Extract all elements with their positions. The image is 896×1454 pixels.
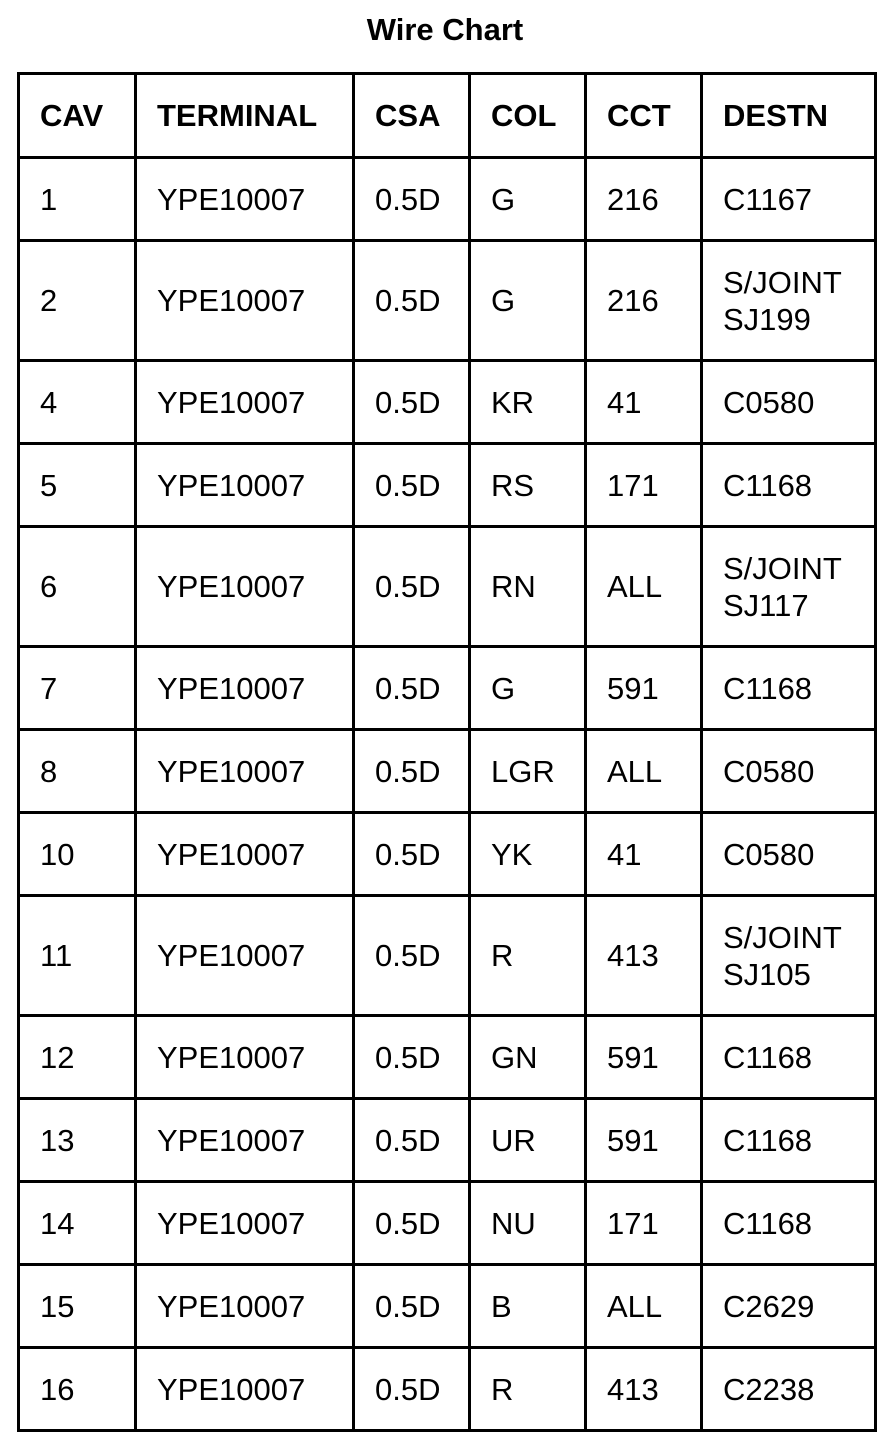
cell-destn	[702, 1348, 876, 1431]
cell-col: R	[470, 896, 586, 1016]
cell-cct: 41	[586, 813, 702, 896]
cell-destn	[702, 241, 876, 361]
cell-terminal: YPE10007	[136, 241, 354, 361]
cell-cct: 216	[586, 158, 702, 241]
cell-col: B	[470, 1265, 586, 1348]
cell-terminal: YPE10007	[136, 1182, 354, 1265]
table-row	[19, 1265, 876, 1348]
cell-csa: 0.5D	[354, 1016, 470, 1099]
table-row	[19, 647, 876, 730]
column-header-cct: CCT	[586, 74, 702, 158]
cell-cct: 216	[586, 241, 702, 361]
cell-cav: 2	[19, 241, 136, 361]
table-row	[19, 158, 876, 241]
destn-line: C1168	[723, 467, 813, 503]
cell-csa: 0.5D	[354, 361, 470, 444]
cell-col: G	[470, 158, 586, 241]
destn-line: C1168	[723, 1122, 813, 1158]
cell-csa: 0.5D	[354, 896, 470, 1016]
cell-cct: 591	[586, 647, 702, 730]
cell-terminal: YPE10007	[136, 527, 354, 647]
column-header-destn: DESTN	[702, 74, 876, 158]
destn-line: C2238	[723, 1371, 815, 1407]
destn-line: S/JOINT	[723, 264, 842, 300]
cell-cav: 12	[19, 1016, 136, 1099]
table-row	[19, 813, 876, 896]
cell-terminal: YPE10007	[136, 1016, 354, 1099]
cell-terminal: YPE10007	[136, 1265, 354, 1348]
destn-line: C0580	[723, 753, 815, 789]
wire-chart-table	[17, 72, 877, 1432]
cell-cct: 591	[586, 1016, 702, 1099]
destn-line: C1167	[723, 181, 813, 217]
cell-cct: ALL	[586, 730, 702, 813]
cell-col: LGR	[470, 730, 586, 813]
cell-terminal: YPE10007	[136, 730, 354, 813]
cell-csa: 0.5D	[354, 730, 470, 813]
cell-terminal: YPE10007	[136, 444, 354, 527]
cell-cct: 171	[586, 444, 702, 527]
cell-destn	[702, 1182, 876, 1265]
page-title: Wire Chart	[366, 12, 524, 47]
destn-line: C0580	[723, 836, 815, 872]
cell-col: G	[470, 647, 586, 730]
cell-cct: 413	[586, 896, 702, 1016]
cell-destn	[702, 1265, 876, 1348]
cell-csa: 0.5D	[354, 241, 470, 361]
cell-csa: 0.5D	[354, 1348, 470, 1431]
cell-terminal: YPE10007	[136, 1099, 354, 1182]
table-row	[19, 527, 876, 647]
cell-destn	[702, 527, 876, 647]
cell-col: G	[470, 241, 586, 361]
cell-col: NU	[470, 1182, 586, 1265]
column-header-cav: CAV	[19, 74, 136, 158]
cell-destn	[702, 1016, 876, 1099]
cell-cav: 10	[19, 813, 136, 896]
destn-line: C0580	[723, 384, 815, 420]
cell-cav: 15	[19, 1265, 136, 1348]
cell-cct: 171	[586, 1182, 702, 1265]
cell-destn	[702, 730, 876, 813]
column-header-csa: CSA	[354, 74, 470, 158]
table-row	[19, 1016, 876, 1099]
table-row	[19, 361, 876, 444]
cell-terminal: YPE10007	[136, 896, 354, 1016]
cell-destn	[702, 647, 876, 730]
cell-col: RS	[470, 444, 586, 527]
cell-cav: 13	[19, 1099, 136, 1182]
table-row	[19, 730, 876, 813]
cell-csa: 0.5D	[354, 647, 470, 730]
cell-col: UR	[470, 1099, 586, 1182]
cell-destn	[702, 896, 876, 1016]
cell-cav: 14	[19, 1182, 136, 1265]
cell-terminal: YPE10007	[136, 813, 354, 896]
cell-cct: ALL	[586, 527, 702, 647]
cell-destn	[702, 1099, 876, 1182]
cell-csa: 0.5D	[354, 1265, 470, 1348]
cell-terminal: YPE10007	[136, 158, 354, 241]
cell-cct: 591	[586, 1099, 702, 1182]
cell-col: RN	[470, 527, 586, 647]
cell-destn	[702, 158, 876, 241]
cell-csa: 0.5D	[354, 1099, 470, 1182]
table-row	[19, 241, 876, 361]
destn-line: C2629	[723, 1288, 815, 1324]
destn-line: C1168	[723, 1039, 813, 1075]
destn-line: SJ105	[723, 956, 811, 992]
table-header-row	[19, 74, 876, 158]
cell-col: R	[470, 1348, 586, 1431]
cell-cav: 6	[19, 527, 136, 647]
cell-csa: 0.5D	[354, 813, 470, 896]
cell-destn	[702, 361, 876, 444]
column-header-col: COL	[470, 74, 586, 158]
cell-cav: 4	[19, 361, 136, 444]
destn-line: C1168	[723, 1205, 813, 1241]
cell-cav: 1	[19, 158, 136, 241]
cell-destn	[702, 444, 876, 527]
table-row	[19, 444, 876, 527]
table-row	[19, 896, 876, 1016]
cell-csa: 0.5D	[354, 1182, 470, 1265]
cell-col: YK	[470, 813, 586, 896]
cell-destn	[702, 813, 876, 896]
destn-line: C1168	[723, 670, 813, 706]
cell-cav: 5	[19, 444, 136, 527]
cell-terminal: YPE10007	[136, 1348, 354, 1431]
cell-terminal: YPE10007	[136, 647, 354, 730]
cell-cav: 8	[19, 730, 136, 813]
cell-cct: 413	[586, 1348, 702, 1431]
cell-cct: 41	[586, 361, 702, 444]
table-row	[19, 1348, 876, 1431]
cell-csa: 0.5D	[354, 527, 470, 647]
table-body	[19, 158, 876, 1431]
cell-cct: ALL	[586, 1265, 702, 1348]
table-row	[19, 1099, 876, 1182]
cell-col: GN	[470, 1016, 586, 1099]
cell-terminal: YPE10007	[136, 361, 354, 444]
destn-line: S/JOINT	[723, 919, 842, 955]
destn-line: SJ199	[723, 301, 811, 337]
destn-line: SJ117	[723, 587, 809, 623]
destn-line: S/JOINT	[723, 550, 842, 586]
cell-csa: 0.5D	[354, 158, 470, 241]
cell-cav: 11	[19, 896, 136, 1016]
cell-csa: 0.5D	[354, 444, 470, 527]
table-row	[19, 1182, 876, 1265]
cell-col: KR	[470, 361, 586, 444]
column-header-terminal: TERMINAL	[136, 74, 354, 158]
cell-cav: 7	[19, 647, 136, 730]
cell-cav: 16	[19, 1348, 136, 1431]
